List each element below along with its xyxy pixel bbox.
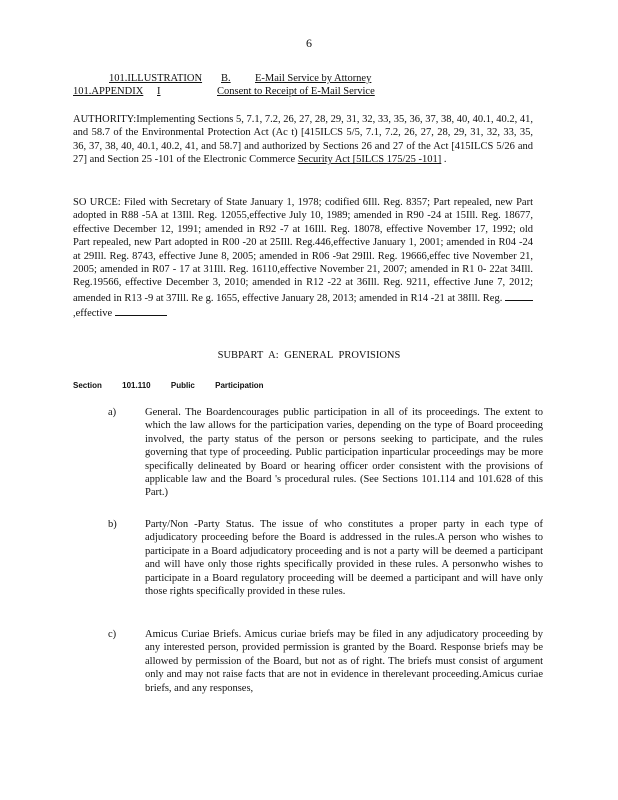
source-note xyxy=(73,196,533,321)
source-text: SO URCE: Filed with Secretary of State January 1, 1978; codified 6Ill. Reg. 8357; Part repealed, new Part adopted in R88 -5A at 13Ill. Reg. 12055,effective July 10, 1989; amended in R90 -24 at 15Ill. Reg. 18677, effective December 12, 1991; amended in R92 -7 at 16Ill. Reg. 18078, effective November 17, 1992; old Part repealed, new Part adopted in R00 -20 at 25Ill. Reg.446,effective January 1, 2001; amended in R04 -24 at 29Ill. Reg. 8743, effective June 8, 2005; amended in R06 -9at 29Ill. Reg. 19666,effec tive November 21, 2005; amended in R07 - 17 at 31Ill. Reg. 16110,effective November 21, 2007; amended in R1 0- 22at 34Ill. Reg.19566, effective December 3, 2010; amended in R12 -22 at 36Ill. Reg. 9211, effective June 7, 2012; amended in R13 -9 at 37Ill. Re g. 1655, effective January 28, 2013; amended in R14 -21 at 38Ill. Reg. xyxy=(73,197,533,304)
authority-note xyxy=(73,113,533,167)
list-item xyxy=(108,406,543,500)
authority-underlined-citation: Security Act [5ILCS 175/25 -101] xyxy=(297,154,442,166)
list-item xyxy=(108,518,543,598)
heading-appendix-label: 101.APPENDIX xyxy=(73,86,144,97)
source-effective: ,effective xyxy=(73,308,113,320)
list-item-text: General. The Boardencourages public participation in all of its proceedings. The extent to which the law allows for the participation varies, depending on the type of Board proceeding involved, the party status of the person or persons seeking to participate, and the rules governing that type of proceeding. Public participation inparticular proceedings may be more specifically delineated by Board or hearing officer order consistent with the provisions of applicable law and the Board 's procedural rules. (See Sections 101.114 and 101.628 of this Part.) xyxy=(145,407,543,499)
appendix-heading xyxy=(73,72,543,98)
heading-illustration-letter: B. xyxy=(221,73,231,84)
section-title-word-2: Participation xyxy=(215,381,264,390)
heading-illustration-title: E-Mail Service by Attorney xyxy=(255,73,372,84)
list-item-label: a) xyxy=(108,407,117,418)
heading-line-2 xyxy=(73,85,543,98)
heading-appendix-title: Consent to Receipt of E-Mail Service xyxy=(217,86,375,97)
list-item xyxy=(108,628,543,695)
page-number: 6 xyxy=(306,36,312,50)
heading-illustration-label: 101.ILLUSTRATION xyxy=(109,73,203,84)
section-title-word-1: Public xyxy=(170,381,195,390)
source-blank-2 xyxy=(115,305,167,316)
heading-appendix-letter: I xyxy=(157,86,161,97)
list-item-label: b) xyxy=(108,519,117,530)
authority-text: AUTHORITY:Implementing Sections 5, 7.1, 7.2, 26, 27, 28, 29, 31, 32, 33, 35, 36, 37, 38, 40, 40.1, 40.2, 41, and 58.7 of the Environmental Protection Act (Ac t) [415ILCS 5/5, 7.1, 7.2, 26, 27, 28, 29, 31, 32, 33, 35, 36, 37, 38, 40, 40.1, 40.2, 41, and 58.7] and authorized by Sections 26 and 27 of the Act [415ILCS 5/26 and 27] and Section 25 -101 of the Electronic Commerce xyxy=(73,114,533,166)
source-blank-1 xyxy=(505,290,533,301)
heading-line-1 xyxy=(73,72,543,85)
section-heading xyxy=(73,381,282,390)
authority-end: . xyxy=(441,154,447,166)
list-item-text: Amicus Curiae Briefs. Amicus curiae briefs may be filed in any adjudicatory proceeding by any interested person, provided permission is granted by the Board. Response briefs may be allowed by permission of the Board, but not as of right. The briefs must consist of argument only and may not raise facts that are not in evidence in therelevant proceeding.Amicus curiae briefs, and any responses, xyxy=(145,629,543,694)
section-label: Section xyxy=(73,381,102,390)
list-item-text: Party/Non -Party Status. The issue of who constitutes a proper party in each type of adjudicatory proceeding before the Board is addressed in the rules.A person who wishes to participate in a Board adjudicatory proceeding and is not a party will be deemed a participant and will have only those rights specifically provided in these rules. A personwho wishes to participate in a Board regulatory proceeding will be deemed a participant and will have only those rights specifically provided in these rules. xyxy=(145,519,543,598)
list-item-label: c) xyxy=(108,629,117,640)
section-number: 101.110 xyxy=(122,381,151,390)
subpart-heading: SUBPART A: GENERAL PROVISIONS xyxy=(217,350,401,361)
